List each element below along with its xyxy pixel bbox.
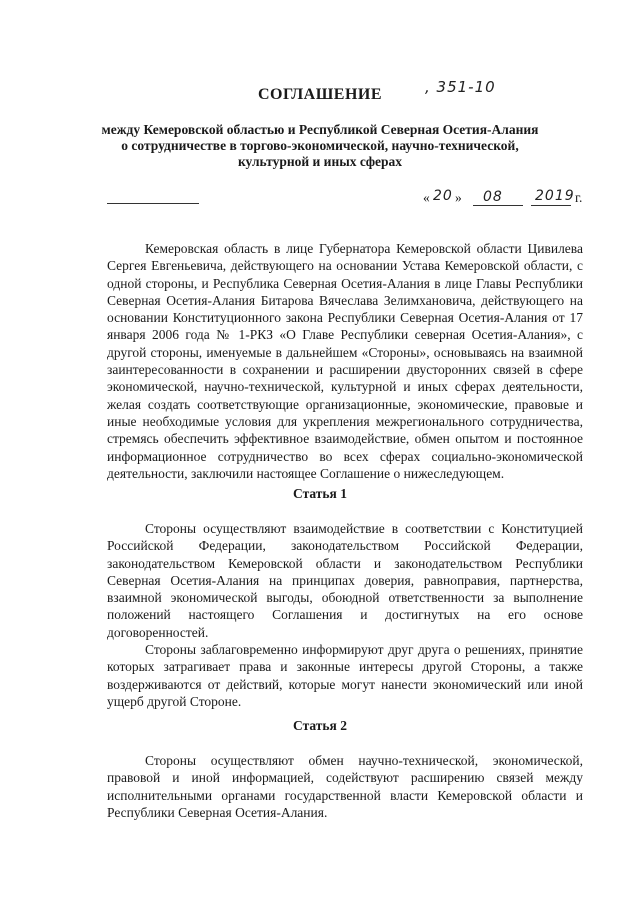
- article-1-body: [107, 520, 583, 710]
- place-blank-line: [107, 203, 199, 204]
- handwritten-registration-number: , 351-10: [425, 78, 496, 96]
- article-2-heading: Статья 2: [293, 718, 347, 733]
- subtitle-line: между Кемеровской областью и Республикой Северная Осетия-Алания: [101, 122, 539, 137]
- subtitle-line: о сотрудничестве в торгово-экономической, научно-технической,: [121, 138, 519, 153]
- date-close-quote: »: [455, 190, 462, 205]
- document-date: [423, 190, 593, 210]
- date-year: 2019: [535, 188, 575, 204]
- date-month-underline: [473, 205, 523, 206]
- article-2-paragraph-1: Стороны осуществляют обмен научно-технической, экономической, правовой и иной информацией, содействуют расширению связей между исполнительными органами государственной власти Кемеровской области и Республики Северная Осетия-Алания.: [107, 753, 583, 820]
- date-month: 08: [483, 189, 503, 205]
- date-open-quote: «: [423, 190, 430, 205]
- date-year-underline: [531, 205, 571, 206]
- article-1-paragraph-2: Стороны заблаговременно информируют друг друга о решениях, принятие которых затрагивает права и законные интересы другой Стороны, а также воздерживаются от действий, которые могут нанести экономический или иной ущерб другой Стороне.: [107, 642, 583, 709]
- article-1-heading: Статья 1: [293, 486, 347, 501]
- subtitle-line: культурной и иных сферах: [237, 154, 403, 169]
- document-subtitle: [70, 122, 570, 170]
- date-day: 20: [433, 188, 453, 204]
- date-year-suffix: г.: [575, 190, 583, 205]
- title-text: СОГЛАШЕНИЕ: [257, 86, 383, 103]
- document-title: [0, 86, 640, 104]
- preamble: [107, 240, 583, 482]
- article-1-paragraph-1: Стороны осуществляют взаимодействие в соответствии с Конституцией Российской Федерации, законодательством Российской Федерации, законодательством Кемеровской области и законодательством Республики Северная Осетия-Алания на принципах доверия, равноправия, партнерства, взаимной экономической выгоды, обоюдной ответственности за выполнение положений настоящего Соглашения и достигнутых на его основе договоренностей.: [107, 521, 583, 640]
- article-2-body: [107, 752, 583, 821]
- preamble-paragraph: Кемеровская область в лице Губернатора Кемеровской области Цивилева Сергея Евгеньевича, действующего на основании Устава Кемеровской области, с одной стороны, и Республика Северная Осетия-Алания в лице Главы Республики Северная Осетия-Алания Битарова Вячеслава Зелимхановича, действующего на основании Конституционного закона Республики Северная Осетия-Алания от 17 января 2006 года № 1-РКЗ «О Главе Республики северная Осетия-Алания», с другой стороны, именуемые в дальнейшем «Стороны», основываясь на взаимной заинтересованности в сохранении и расширении двусторонних связей в сфере экономической, научно-технической, культурной и иных сферах деятельности, желая создать соответствующие организационные, экономические, правовые и иные необходимые условия для укрепления межрегионального сотрудничества, стремясь обеспечить эффективное взаимодействие, обмен опытом и постоянное информационное сотрудничество во всех сферах социально-экономической деятельности, заключили настоящее Соглашение о нижеследующем.: [107, 241, 583, 481]
